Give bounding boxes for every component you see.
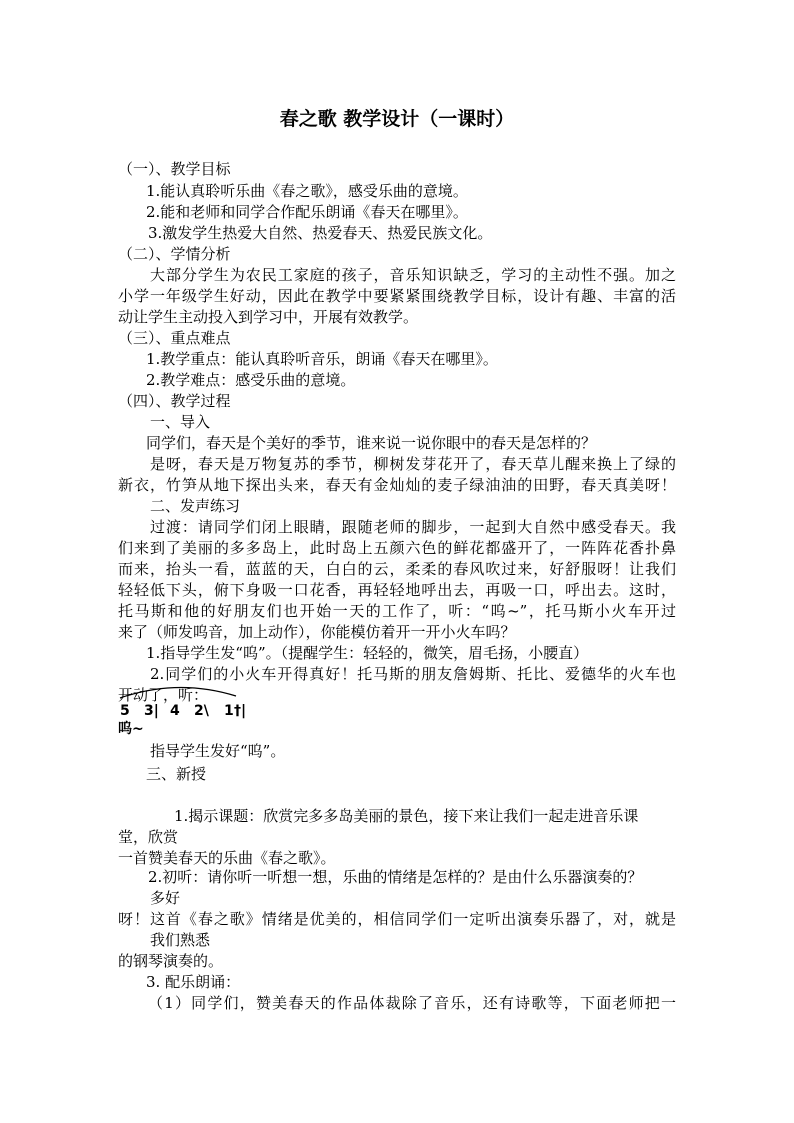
goal-item: 1.能认真聆听乐曲《春之歌》，感受乐曲的意境。 [146,182,468,200]
paragraph-line: 堂，欣赏 [118,828,179,846]
section-heading-goals: （一）、教学目标 [118,160,231,178]
section-heading-analysis: （二）、学情分析 [118,245,231,263]
paragraph-line: 而来，抬头一看，蓝蓝的天，白白的云，柔柔的春风吹过来，好舒服呀！让我们 [118,560,676,578]
note-2: 2\ [194,703,209,719]
document-title: 春之歌 教学设计（一课时） [279,108,515,130]
section-heading-process: （四）、教学过程 [118,392,231,410]
step-heading-intro: 一、导入 [150,413,211,431]
paragraph-line: 同学们，春天是个美好的季节，谁来说一说你眼中的春天是怎样的？ [146,434,597,452]
paragraph-line: 托马斯和他的好朋友们也开始一天的工作了，听：“呜~”，托马斯小火车开过 [118,602,676,620]
paragraph-line: 新衣，竹笋从地下探出头来，春天有金灿灿的麦子绿油油的田野，春天真美呀！ [118,476,676,494]
vocal-item: 2.同学们的小火车开得真好！托马斯的朋友詹姆斯、托比、爱德华的火车也 [150,665,676,683]
lyric-wu: 呜~ [118,721,144,737]
paragraph-line: 动让学生主动投入到学习中，开展有效教学。 [118,308,419,326]
paragraph-line: 来了（师发呜音，加上动作），你能模仿着开一开小火车吗？ [118,623,516,641]
keypoint-item: 1.教学重点：能认真聆听音乐，朗诵《春天在哪里》。 [146,350,498,368]
paragraph-line: 们来到了美丽的多多岛上，此时岛上五颜六色的鲜花都盛开了，一阵阵花香扑鼻 [118,539,676,557]
paragraph-line: 我们熟悉 [150,931,211,949]
note-4: 4 [170,703,180,719]
paragraph-line: 小学一年级学生好动，因此在教学中要紧紧围绕教学目标，设计有趣、丰富的活 [118,287,676,305]
note-1: 1 [224,703,234,719]
vocal-item: 1.指导学生发“呜”。（提醒学生：轻轻的，微笑，眉毛扬，小腰直） [146,644,589,662]
paragraph-line: （1）同学们，赞美春天的作品体裁除了音乐，还有诗歌等，下面老师把一 [148,994,676,1012]
slur-arc [118,682,258,702]
note-3: 3| [144,703,159,719]
paragraph-line: 指导学生发好“呜”。 [150,742,286,760]
music-notation [118,688,258,736]
paragraph-line: 的钢琴演奏的。 [118,952,224,970]
paragraph-line: 大部分学生为农民工家庭的孩子，音乐知识缺乏，学习的主动性不强。加之 [150,266,676,284]
vocal-item: 开动了，听： [118,686,209,704]
paragraph-line: 轻轻低下头，俯下身吸一口花香，再轻轻地呼出去，再吸一口，呼出去。这时， [118,581,676,599]
paragraph-line: 呀！这首《春之歌》情绪是优美的，相信同学们一定听出演奏乐器了，对，就是 [118,910,676,928]
paragraph-line: 过渡：请同学们闭上眼睛，跟随老师的脚步，一起到大自然中感受春天。我 [150,518,676,536]
paragraph-line: 1.揭示课题：欣赏完多多岛美丽的景色，接下来让我们一起走进音乐课 [174,807,639,825]
paragraph-line: 一首赞美春天的乐曲《春之歌》。 [118,849,336,867]
keypoint-item: 2.教学难点：感受乐曲的意境。 [146,371,356,389]
step-heading-vocal: 二、发声练习 [150,497,241,515]
goal-item: 3.激发学生热爱大自然、热爱春天、热爱民族文化。 [148,224,493,242]
note-5: 5 [120,703,130,719]
section-heading-keypoints: （三）、重点难点 [118,329,231,347]
barline: †| [234,703,247,719]
paragraph-line: 3. 配乐朗诵： [146,973,241,991]
step-heading-new: 三、新授 [146,765,207,783]
paragraph-line: 多好 [150,889,181,907]
paragraph-line: 是呀，春天是万物复苏的季节，柳树发芽花开了，春天草儿醒来换上了绿的 [150,455,676,473]
paragraph-line: 2.初听：请你听一听想一想，乐曲的情绪是怎样的？是由什么乐器演奏的？ [148,868,643,886]
goal-item: 2.能和老师和同学合作配乐朗诵《春天在哪里》。 [146,203,468,221]
